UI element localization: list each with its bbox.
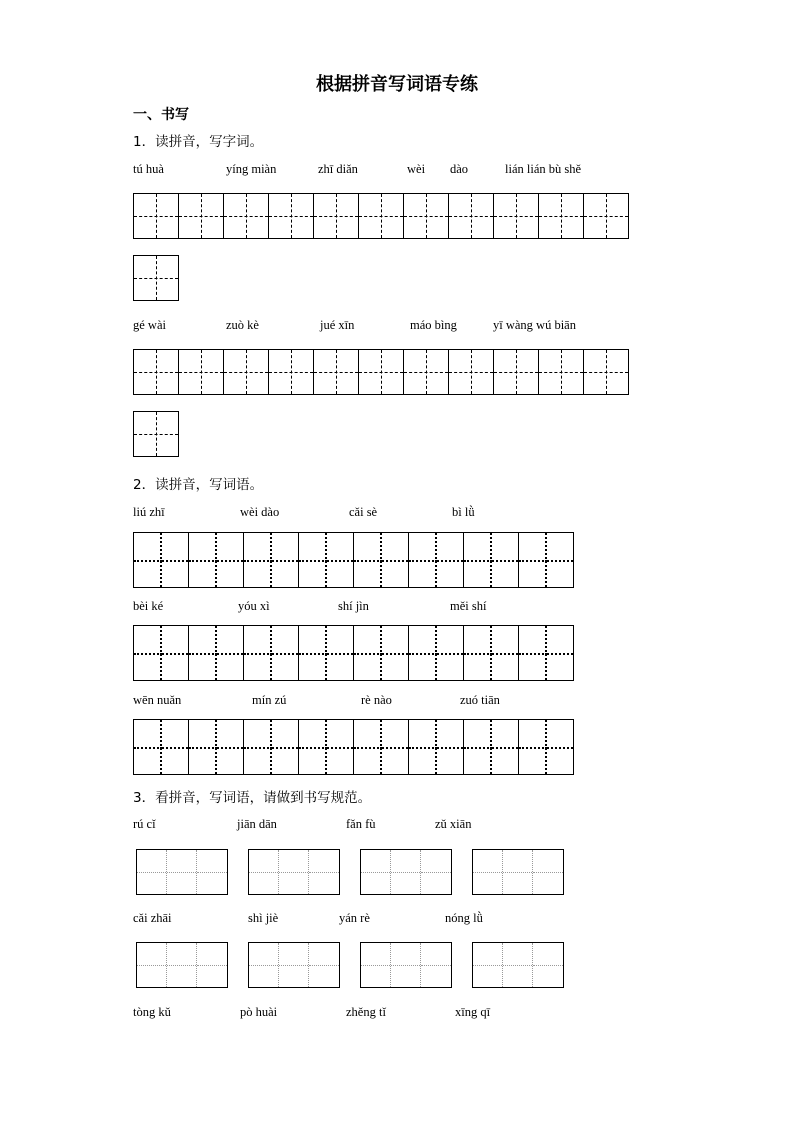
page-title: 根据拼音写词语专练 <box>316 74 478 95</box>
pinyin: mín zú <box>252 693 287 707</box>
writing-grid[interactable] <box>472 942 564 988</box>
writing-grid[interactable] <box>360 849 452 895</box>
writing-grid[interactable] <box>133 255 179 301</box>
pinyin: yóu xì <box>238 599 270 613</box>
pinyin: tú huà <box>133 162 164 176</box>
question-2-label: 2．读拼音，写词语。 <box>133 477 264 493</box>
question-1-label: 1．读拼音，写字词。 <box>133 134 264 150</box>
pinyin: rú cǐ <box>133 817 156 831</box>
pinyin: zhī diǎn <box>318 162 358 176</box>
pinyin: yī wàng wú biān <box>493 318 576 332</box>
pinyin: máo bìng <box>410 318 457 332</box>
pinyin: tòng kǔ <box>133 1005 171 1019</box>
pinyin: cǎi zhāi <box>133 911 172 925</box>
pinyin: shí jìn <box>338 599 369 613</box>
writing-grid[interactable] <box>133 193 629 239</box>
writing-grid[interactable] <box>136 942 228 988</box>
pinyin: shì jiè <box>248 911 279 925</box>
pinyin: pò huài <box>240 1005 278 1019</box>
section-heading: 一、书写 <box>133 107 189 123</box>
pinyin: jiān dān <box>237 817 277 831</box>
pinyin: wēn nuǎn <box>133 693 182 707</box>
pinyin: yíng miàn <box>226 162 277 176</box>
writing-grid[interactable] <box>133 349 629 395</box>
pinyin: nóng lǜ <box>445 911 483 925</box>
pinyin: zuó tiān <box>460 693 500 707</box>
question-3-label: 3．看拼音，写词语，请做到书写规范。 <box>133 790 372 806</box>
pinyin: liú zhī <box>133 505 165 519</box>
writing-grid[interactable] <box>136 849 228 895</box>
pinyin: zuò kè <box>226 318 259 332</box>
writing-grid[interactable] <box>133 625 574 681</box>
writing-grid[interactable] <box>133 719 574 775</box>
pinyin: bì lǜ <box>452 505 475 519</box>
pinyin: lián lián bù shě <box>505 162 582 176</box>
pinyin: dào <box>450 162 469 176</box>
pinyin: wèi dào <box>240 505 280 519</box>
writing-grid[interactable] <box>248 942 340 988</box>
pinyin: zhěng tǐ <box>346 1005 386 1019</box>
pinyin: cǎi sè <box>349 505 378 519</box>
pinyin: yán rè <box>339 911 370 925</box>
writing-grid[interactable] <box>133 532 574 588</box>
pinyin: jué xīn <box>320 318 355 332</box>
writing-grid[interactable] <box>133 411 179 457</box>
pinyin: gé wài <box>133 318 166 332</box>
pinyin: xīng qī <box>455 1005 491 1019</box>
pinyin: rè nào <box>361 693 392 707</box>
pinyin: bèi ké <box>133 599 164 613</box>
pinyin: fǎn fù <box>346 817 376 831</box>
writing-grid[interactable] <box>360 942 452 988</box>
writing-grid[interactable] <box>248 849 340 895</box>
pinyin: zǔ xiān <box>435 817 472 831</box>
pinyin: měi shí <box>450 599 487 613</box>
pinyin: wèi <box>407 162 426 176</box>
writing-grid[interactable] <box>472 849 564 895</box>
